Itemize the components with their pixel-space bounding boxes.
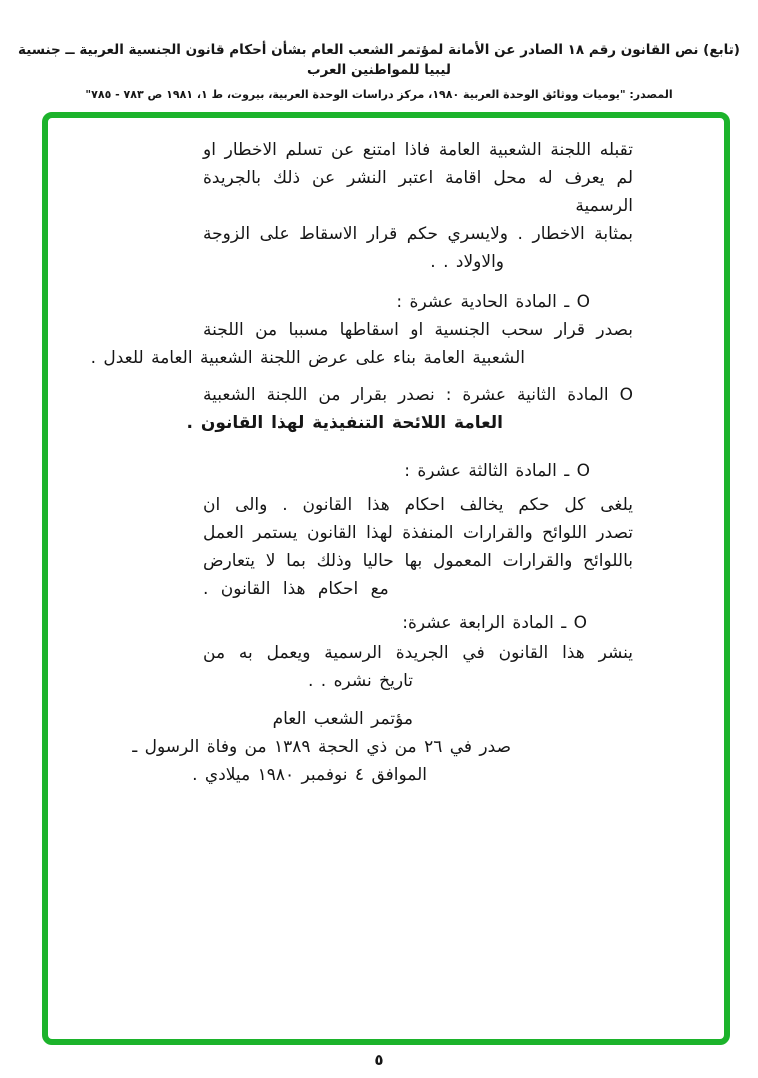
signature-congress-line: مؤتمر الشعب العام [272, 709, 413, 729]
paragraph-line: ينشر هذا القانون في الجريدة الرسمية ويعمل به من [203, 643, 633, 663]
article-14-heading: O ـ المادة الرابعة عشرة: [402, 613, 587, 633]
paragraph-line: يلغى كل حكم يخالف احكام هذا القانون . والى ان [203, 495, 633, 515]
header-source-line: المصدر: "يوميات ووثائق الوحدة العربية ١٩٨٠، مركز دراسات الوحدة العربية، بيروت، ط ١، ١٩٨١ ص ٧٨٣ - ٧٨٥" [85, 87, 673, 101]
paragraph-line: مع احكام هذا القانون . [203, 579, 389, 599]
document-header [10, 40, 748, 101]
paragraph-line: الشعبية العامة بناء على عرض اللجنة الشعبية العامة للعدل . [90, 348, 525, 368]
article-11-heading: O ـ المادة الحادية عشرة : [396, 292, 590, 312]
paragraph-line: تاريخ نشره . . [307, 671, 413, 691]
article-13-heading: O ـ المادة الثالثة عشرة : [404, 461, 590, 481]
article-12-heading: O المادة الثانية عشرة : نصدر بقرار من اللجنة الشعبية [203, 385, 633, 405]
paragraph-line: لم يعرف له محل اقامة اعتبر النشر عن ذلك بالجريدة الرسمية [203, 168, 633, 216]
paragraph-line: والاولاد . . [430, 252, 504, 272]
paragraph-line: بصدر قرار سحب الجنسية او اسقاطها مسببا من اللجنة [203, 320, 633, 340]
paragraph-line: تصدر اللوائح والقرارات المنفذة لهذا القانون يستمر العمل [203, 523, 633, 543]
article-12-body-bold: العامة اللائحة التنفيذية لهذا القانون . [186, 413, 503, 433]
paragraph-line: بمثابة الاخطار . ولايسري حكم قرار الاسقاط على الزوجة [203, 224, 633, 244]
page-number: ٥ [374, 1051, 384, 1069]
body-text-column [90, 136, 633, 789]
issuance-date-hijri: صدر في ٢٦ من ذي الحجة ١٣٨٩ من وفاة الرسول ـ [132, 737, 511, 757]
header-title-line: (تابع) نص القانون رقم ١٨ الصادر عن الأمانة لمؤتمر الشعب العام بشأن أحكام قانون الجنسية العربية ــ جنسية ليبيا للمواطنين العرب [18, 42, 740, 79]
paragraph-line: تقبله اللجنة الشعبية العامة فاذا امتنع عن تسلم الاخطار او [203, 140, 633, 160]
paragraph-line: باللوائح والقرارات المعمول بها حاليا وذلك بما لا يتعارض [203, 551, 633, 571]
issuance-date-gregorian: الموافق ٤ نوفمبر ١٩٨٠ ميلادي . [192, 765, 427, 785]
